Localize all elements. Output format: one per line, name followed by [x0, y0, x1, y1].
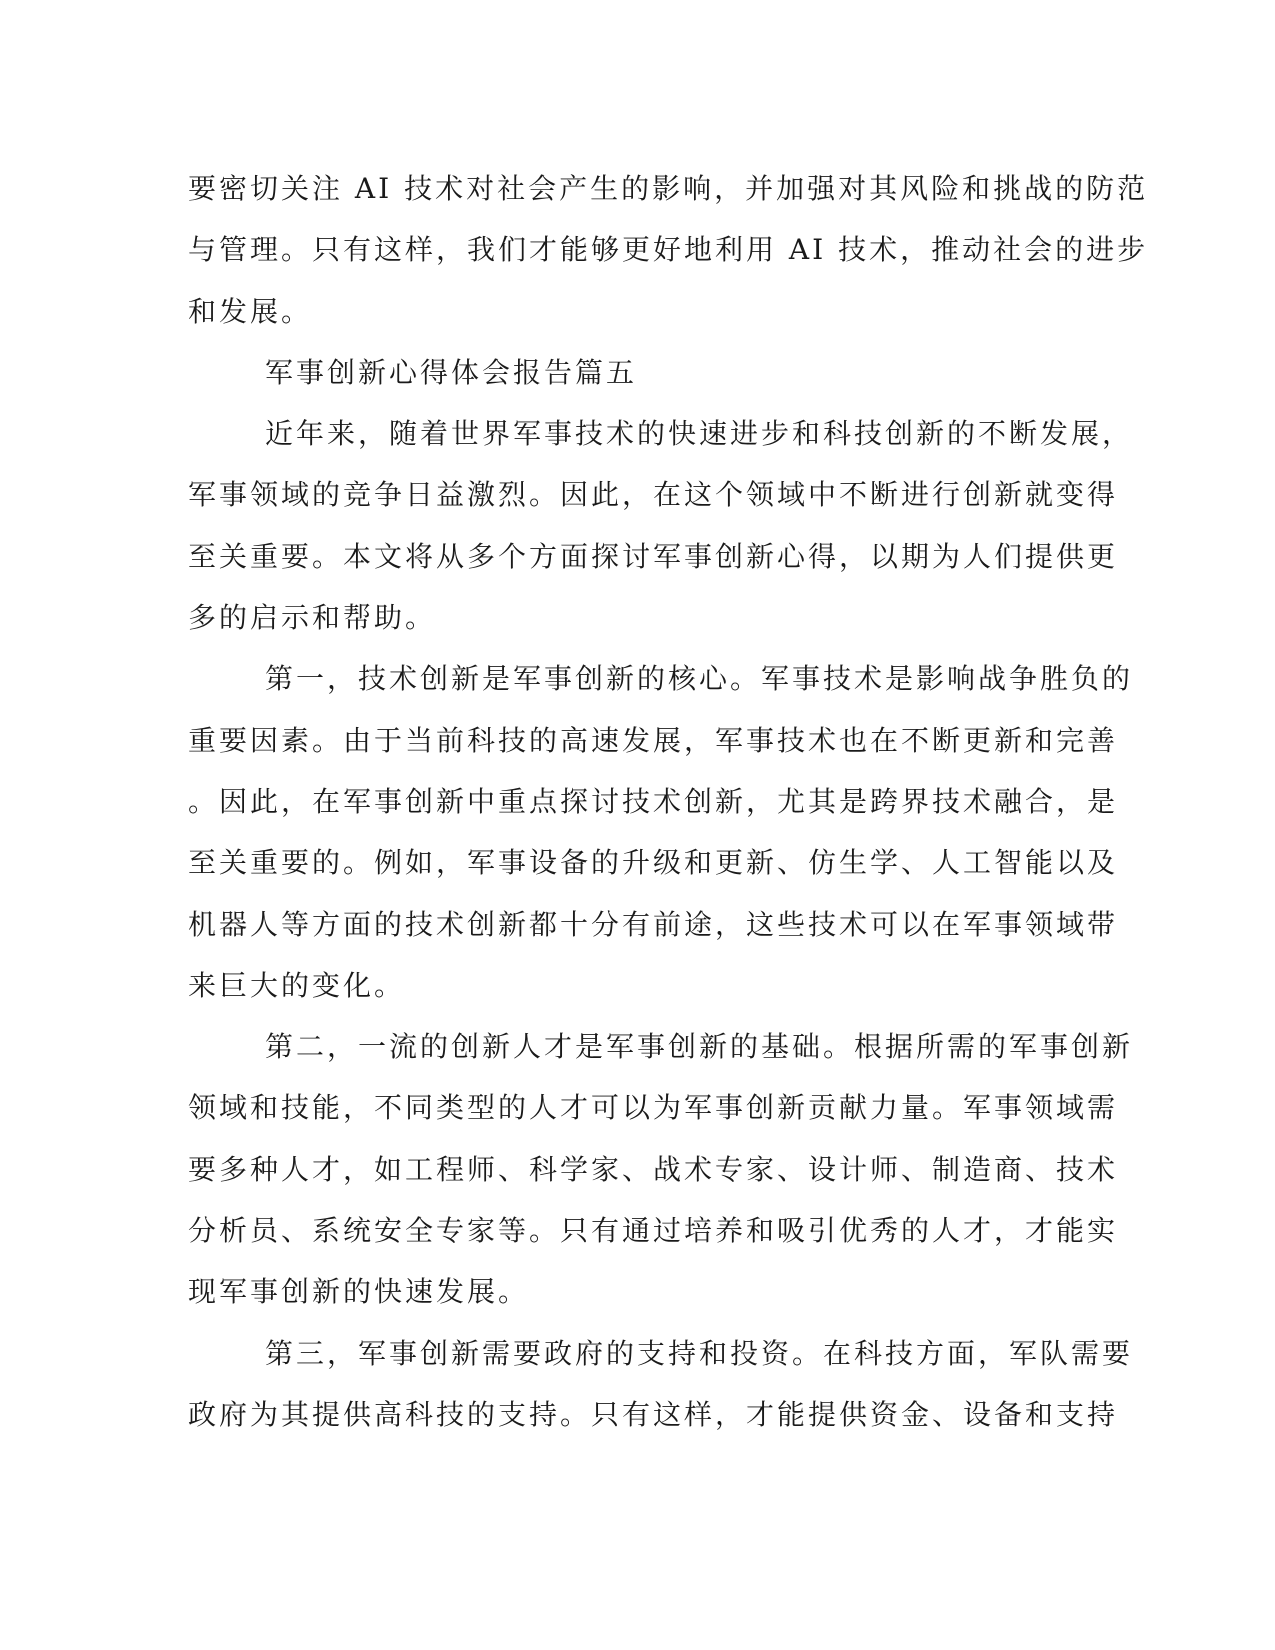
text-line: 分析员、系统安全专家等。只有通过培养和吸引优秀的人才，才能实 [188, 1214, 1119, 1248]
body-text [188, 158, 1149, 1445]
text-line: 和发展。 [188, 294, 313, 328]
text-line: 第三，军事创新需要政府的支持和投资。在科技方面，军队需要 [265, 1336, 1134, 1370]
section-heading: 军事创新心得体会报告篇五 [265, 355, 638, 389]
text-line: 多的启示和帮助。 [188, 601, 437, 635]
text-line: 重要因素。由于当前科技的高速发展，军事技术也在不断更新和完善 [188, 723, 1119, 757]
text-line: 军事领域的竞争日益激烈。因此，在这个领域中不断进行创新就变得 [188, 478, 1119, 512]
text-line: 至关重要的。例如，军事设备的升级和更新、仿生学、人工智能以及 [188, 846, 1119, 880]
text-line: 。因此，在军事创新中重点探讨技术创新，尤其是跨界技术融合，是 [188, 784, 1119, 818]
text-line: 来巨大的变化。 [188, 968, 406, 1002]
text-line: 第一，技术创新是军事创新的核心。军事技术是影响战争胜负的 [265, 662, 1134, 696]
text-line: 近年来，随着世界军事技术的快速进步和科技创新的不断发展， [265, 417, 1134, 451]
text-line: 要密切关注 AI 技术对社会产生的影响，并加强对其风险和挑战的防范 [188, 172, 1149, 205]
text-line: 第二，一流的创新人才是军事创新的基础。根据所需的军事创新 [265, 1030, 1134, 1064]
text-line: 领域和技能，不同类型的人才可以为军事创新贡献力量。军事领域需 [188, 1091, 1119, 1125]
text-line: 现军事创新的快速发展。 [188, 1275, 530, 1309]
text-line: 至关重要。本文将从多个方面探讨军事创新心得，以期为人们提供更 [188, 539, 1119, 573]
text-line: 机器人等方面的技术创新都十分有前途，这些技术可以在军事领域带 [188, 907, 1119, 941]
text-line: 要多种人才，如工程师、科学家、战术专家、设计师、制造商、技术 [188, 1152, 1119, 1186]
text-line: 政府为其提供高科技的支持。只有这样，才能提供资金、设备和支持 [188, 1397, 1119, 1431]
text-line: 与管理。只有这样，我们才能够更好地利用 AI 技术，推动社会的进步 [188, 233, 1149, 267]
